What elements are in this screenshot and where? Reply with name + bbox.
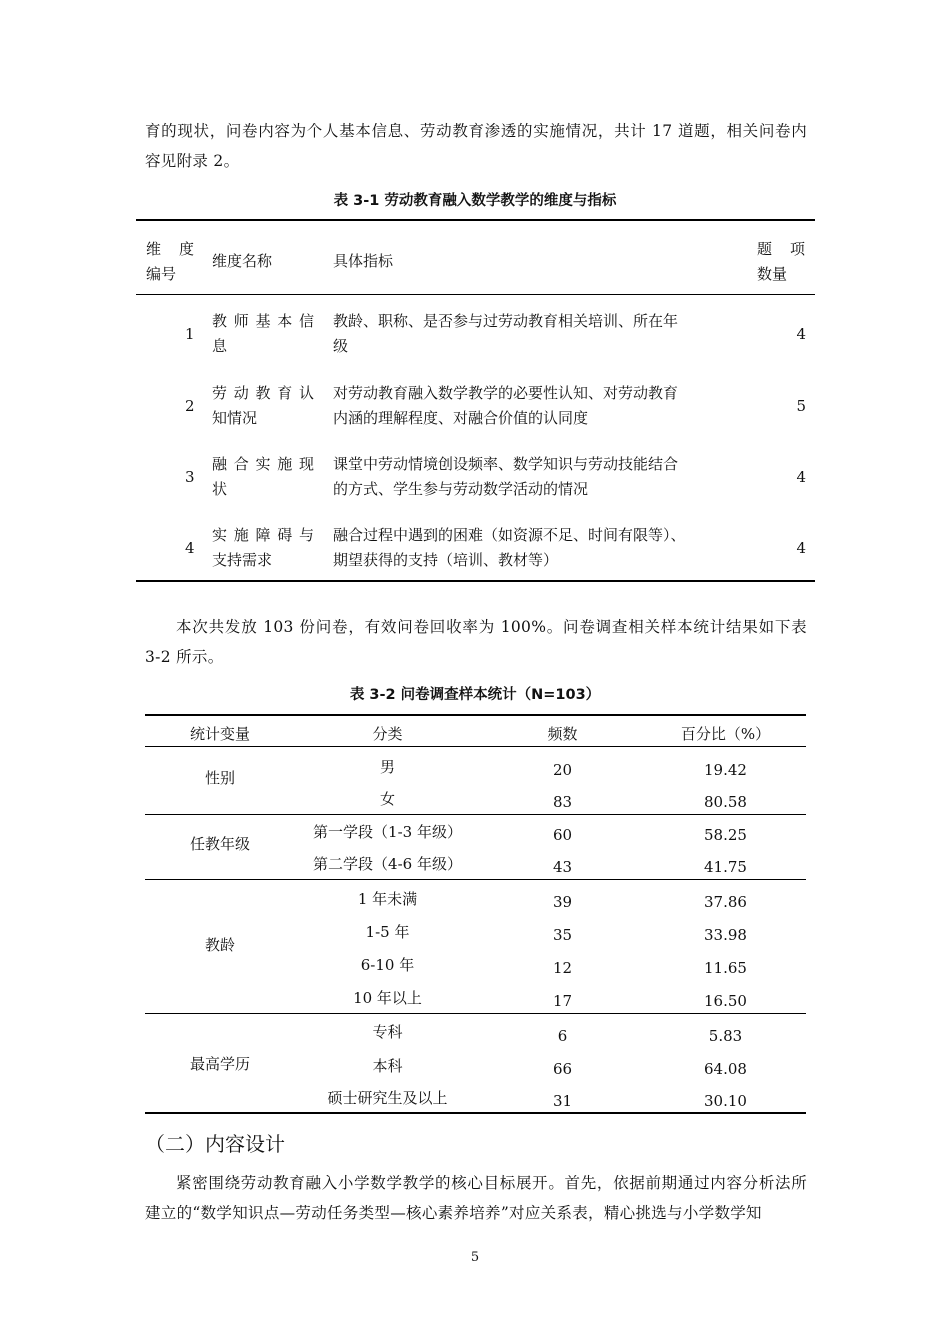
table1-caption: 表 3-1 劳动教育融入数学教学的维度与指标 [333, 193, 617, 209]
table1-row-indicator-line2: 内涵的理解程度、对融合价值的认同度 [333, 409, 589, 427]
table2-frequency: 20 [552, 761, 573, 779]
table2-percent: 19.42 [704, 761, 747, 779]
table2-bottom-rule [145, 1112, 806, 1114]
table2-category: 第二学段（4-6 年级） [313, 855, 462, 873]
table1-row-name-line2: 状 [212, 480, 228, 498]
table1-row-indicator-line2: 的方式、学生参与劳动数学活动的情况 [333, 480, 589, 498]
table2-category: 6-10 年 [360, 956, 415, 974]
table2-frequency: 31 [552, 1092, 573, 1110]
table2-header: 百分比（%） [680, 725, 771, 743]
table1-row-count: 4 [796, 539, 806, 557]
table1-row-indicator-line2: 期望获得的支持（培训、教材等） [333, 551, 559, 569]
table2-caption: 表 3-2 问卷调查样本统计（N=103） [349, 687, 601, 703]
table2-percent: 41.75 [704, 858, 747, 876]
table1-top-rule [136, 219, 815, 221]
table1-row-name-line2: 知情况 [212, 409, 258, 427]
table2-frequency: 43 [552, 858, 573, 876]
table1-row-name-line1: 劳动教育认 [212, 384, 314, 402]
table2-category: 硕士研究生及以上 [327, 1089, 448, 1107]
table1-row-indicator-line2: 级 [333, 337, 349, 355]
table2-group-rule [145, 814, 806, 815]
table1-header-id-line2: 编号 [146, 265, 177, 283]
table2-variable: 任教年级 [189, 835, 250, 853]
table2-header: 频数 [547, 725, 578, 743]
table1-row-indicator-line1: 融合过程中遇到的困难（如资源不足、时间有限等）、 [333, 526, 686, 544]
table2-variable: 教龄 [204, 936, 235, 954]
table2-frequency: 66 [552, 1060, 573, 1078]
table1-row-indicator-line1: 课堂中劳动情境创设频率、数学知识与劳动技能结合 [333, 455, 679, 473]
table2-variable: 性别 [204, 769, 235, 787]
table1-row-id: 1 [185, 325, 195, 343]
table2-percent: 5.83 [708, 1027, 743, 1045]
table2-header: 统计变量 [189, 725, 250, 743]
table1-row-count: 5 [796, 397, 806, 415]
table1-row-count: 4 [796, 325, 806, 343]
table1-header-id-line1: 维 度 [146, 240, 194, 258]
table1-row-id: 2 [185, 397, 195, 415]
middle-paragraph: 本次共发放 103 份问卷，有效问卷回收率为 100%。问卷调查相关样本统计结果如下表 3-2 所示。 [145, 618, 807, 666]
table1-header-indicator: 具体指标 [333, 252, 394, 270]
table2-percent: 58.25 [704, 826, 747, 844]
table1-row-indicator-line1: 教龄、职称、是否参与过劳动教育相关培训、所在年 [333, 312, 679, 330]
table2-category: 10 年以上 [353, 989, 422, 1007]
table2-group-rule [145, 1013, 806, 1014]
table1-header-count-line2: 数量 [757, 265, 788, 283]
table2-percent: 16.50 [704, 992, 747, 1010]
table2-percent: 64.08 [704, 1060, 747, 1078]
table2-category: 1 年未满 [357, 890, 418, 908]
table2-category: 女 [379, 790, 395, 808]
table1-header-name: 维度名称 [212, 252, 273, 270]
table2-header-rule [145, 746, 806, 747]
table1-header-count-line1: 题 项 [757, 240, 805, 258]
table2-percent: 37.86 [704, 893, 747, 911]
table1-row-id: 3 [185, 468, 195, 486]
table2-frequency: 39 [552, 893, 573, 911]
table1-row-name-line2: 支持需求 [212, 551, 273, 569]
table2-percent: 30.10 [704, 1092, 747, 1110]
table2-top-rule [145, 714, 806, 716]
table2-frequency: 60 [552, 826, 573, 844]
page-number: 5 [470, 1250, 480, 1265]
table1-header-rule [136, 294, 815, 295]
table2-variable: 最高学历 [189, 1055, 250, 1073]
table1-row-count: 4 [796, 468, 806, 486]
table2-header: 分类 [372, 725, 403, 743]
table2-frequency: 17 [552, 992, 573, 1010]
table2-category: 男 [379, 758, 395, 776]
table1-row-id: 4 [185, 539, 195, 557]
table2-percent: 80.58 [704, 793, 747, 811]
table2-frequency: 6 [557, 1027, 568, 1045]
intro-paragraph: 育的现状，问卷内容为个人基本信息、劳动教育渗透的实施情况，共计 17 道题，相关问卷内容见附录 2。 [145, 122, 807, 170]
table2-category: 1-5 年 [365, 923, 410, 941]
table2-category: 第一学段（1-3 年级） [313, 823, 462, 841]
table1-row-name-line1: 融合实施现 [212, 455, 314, 473]
table1-row-name-line1: 实施障碍与 [212, 526, 314, 544]
table1-row-name-line2: 息 [212, 337, 228, 355]
table1-bottom-rule [136, 580, 815, 582]
table1-row-indicator-line1: 对劳动教育融入数学教学的必要性认知、对劳动教育 [333, 384, 679, 402]
table2-frequency: 12 [552, 959, 573, 977]
table2-category: 专科 [372, 1023, 403, 1041]
table2-frequency: 83 [552, 793, 573, 811]
section-heading: （二）内容设计 [145, 1132, 285, 1156]
table2-frequency: 35 [552, 926, 573, 944]
table2-percent: 33.98 [704, 926, 747, 944]
table2-category: 本科 [372, 1057, 403, 1075]
final-paragraph: 紧密围绕劳动教育融入小学数学教学的核心目标展开。首先，依据前期通过内容分析法所建立的“数学知识点—劳动任务类型—核心素养培养”对应关系表，精心挑选与小学数学知 [145, 1174, 807, 1222]
table2-percent: 11.65 [704, 959, 747, 977]
table2-group-rule [145, 879, 806, 880]
table1-row-name-line1: 教师基本信 [212, 312, 314, 330]
